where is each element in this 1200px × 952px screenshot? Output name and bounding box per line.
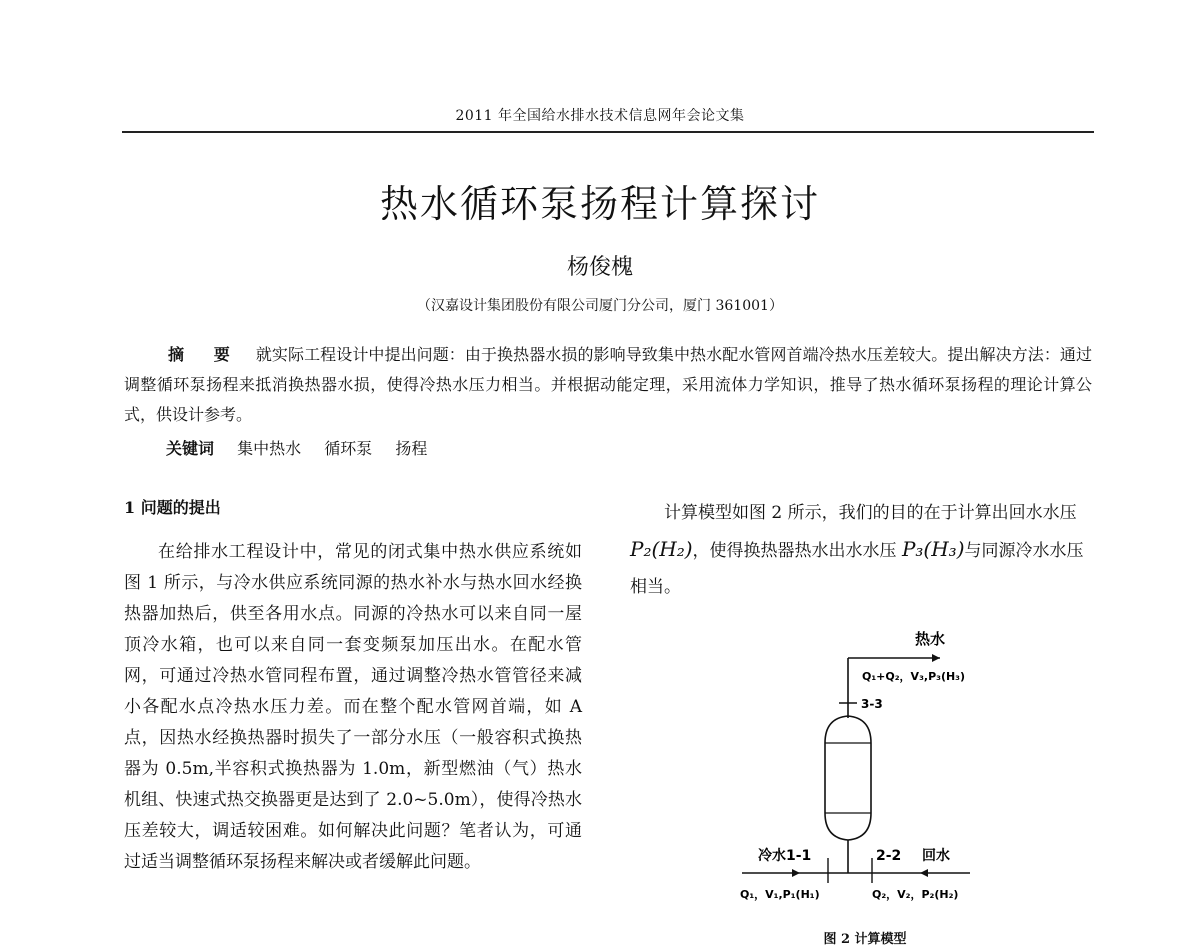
keyword: 集中热水 [237,439,302,458]
author: 杨俊槐 [566,255,633,280]
inlet1-flow-label: Q₁，V₁,P₁(H₁) [740,888,820,901]
text-run: 计算模型如图 2 所示，我们的目的在于计算出回水水压 [664,503,1077,523]
header-rule [122,131,1094,133]
section-heading: 1 问题的提出 [124,498,221,517]
keywords [166,436,445,459]
running-header: 2011 年全国给水排水技术信息网年会论文集 [455,108,745,124]
cold-water-label: 冷水1-1 [758,848,812,864]
right-column-text [630,495,1092,605]
section-3-label: 3-3 [861,697,883,711]
calculation-model-diagram [740,628,990,918]
text-run: ，使得换热器热水出水水压 [692,541,897,561]
affiliation: （汉嘉设计集团股份有限公司厦门分公司，厦门 361001） [417,298,783,314]
heat-exchanger-vessel [825,716,871,840]
outlet-arrow [932,654,940,662]
outlet-flow-label: Q₁+Q₂，V₃,P₃(H₃) [862,670,966,683]
section-2-label: 2-2 [876,848,902,864]
hot-water-label: 热水 [915,630,946,648]
keyword: 循环泵 [324,439,373,458]
figure-caption: 图 2 计算模型 [823,932,907,947]
abstract [124,340,1092,430]
text-run: 与同源冷水水压相当。 [630,541,1084,597]
keyword: 扬程 [395,439,428,458]
abstract-text: 就实际工程设计中提出问题：由于换热器水损的影响导致集中热水配水管网首端冷热水压差较大。提出解决方法：通过调整循环泵扬程来抵消换热器水损，使得冷热水压力相当。并根据动能定理，采用流体力学知识，推导了热水循环泵扬程的理论计算公式，供设计参考。 [124,345,1092,424]
formula-p3: P₃(H₃) [901,537,965,561]
inlet-arrow-right [920,869,928,877]
paper-title: 热水循环泵扬程计算探讨 [379,182,820,226]
paragraph: 在给排水工程设计中，常见的闭式集中热水供应系统如图 1 所示，与冷水供应系统同源的热水补水与热水回水经换热器加热后，供至各用水点。同源的冷热水可以来自同一屋顶冷水箱，也可以来自同一套变频泵加压出水。在配水管网，可通过冷热水管同程布置，通过调整冷热水管管径来减小各配水点冷热水压力差。而在整个配水管网首端，如 A 点，因热水经换热器时损失了一部分水压（一般容积式换热器为 0.5m,半容积式换热器为 1.0m，新型燃油（气）热水机组、快速式热交换器更是达到了 2.0~5.0m），使得冷热水压差较大，调适较困难。如何解决此问题？笔者认为，可通过适当调整循环泵扬程来解决或者缓解此问题。 [124,542,582,872]
keywords-label: 关键词 [166,439,215,458]
section-body [124,537,582,878]
return-water-label: 回水 [922,848,950,864]
inlet2-flow-label: Q₂，V₂，P₂(H₂) [872,888,959,901]
formula-p2: P₂(H₂) [630,537,693,561]
abstract-label: 摘 要 [168,345,242,364]
inlet-arrow-left [792,869,800,877]
